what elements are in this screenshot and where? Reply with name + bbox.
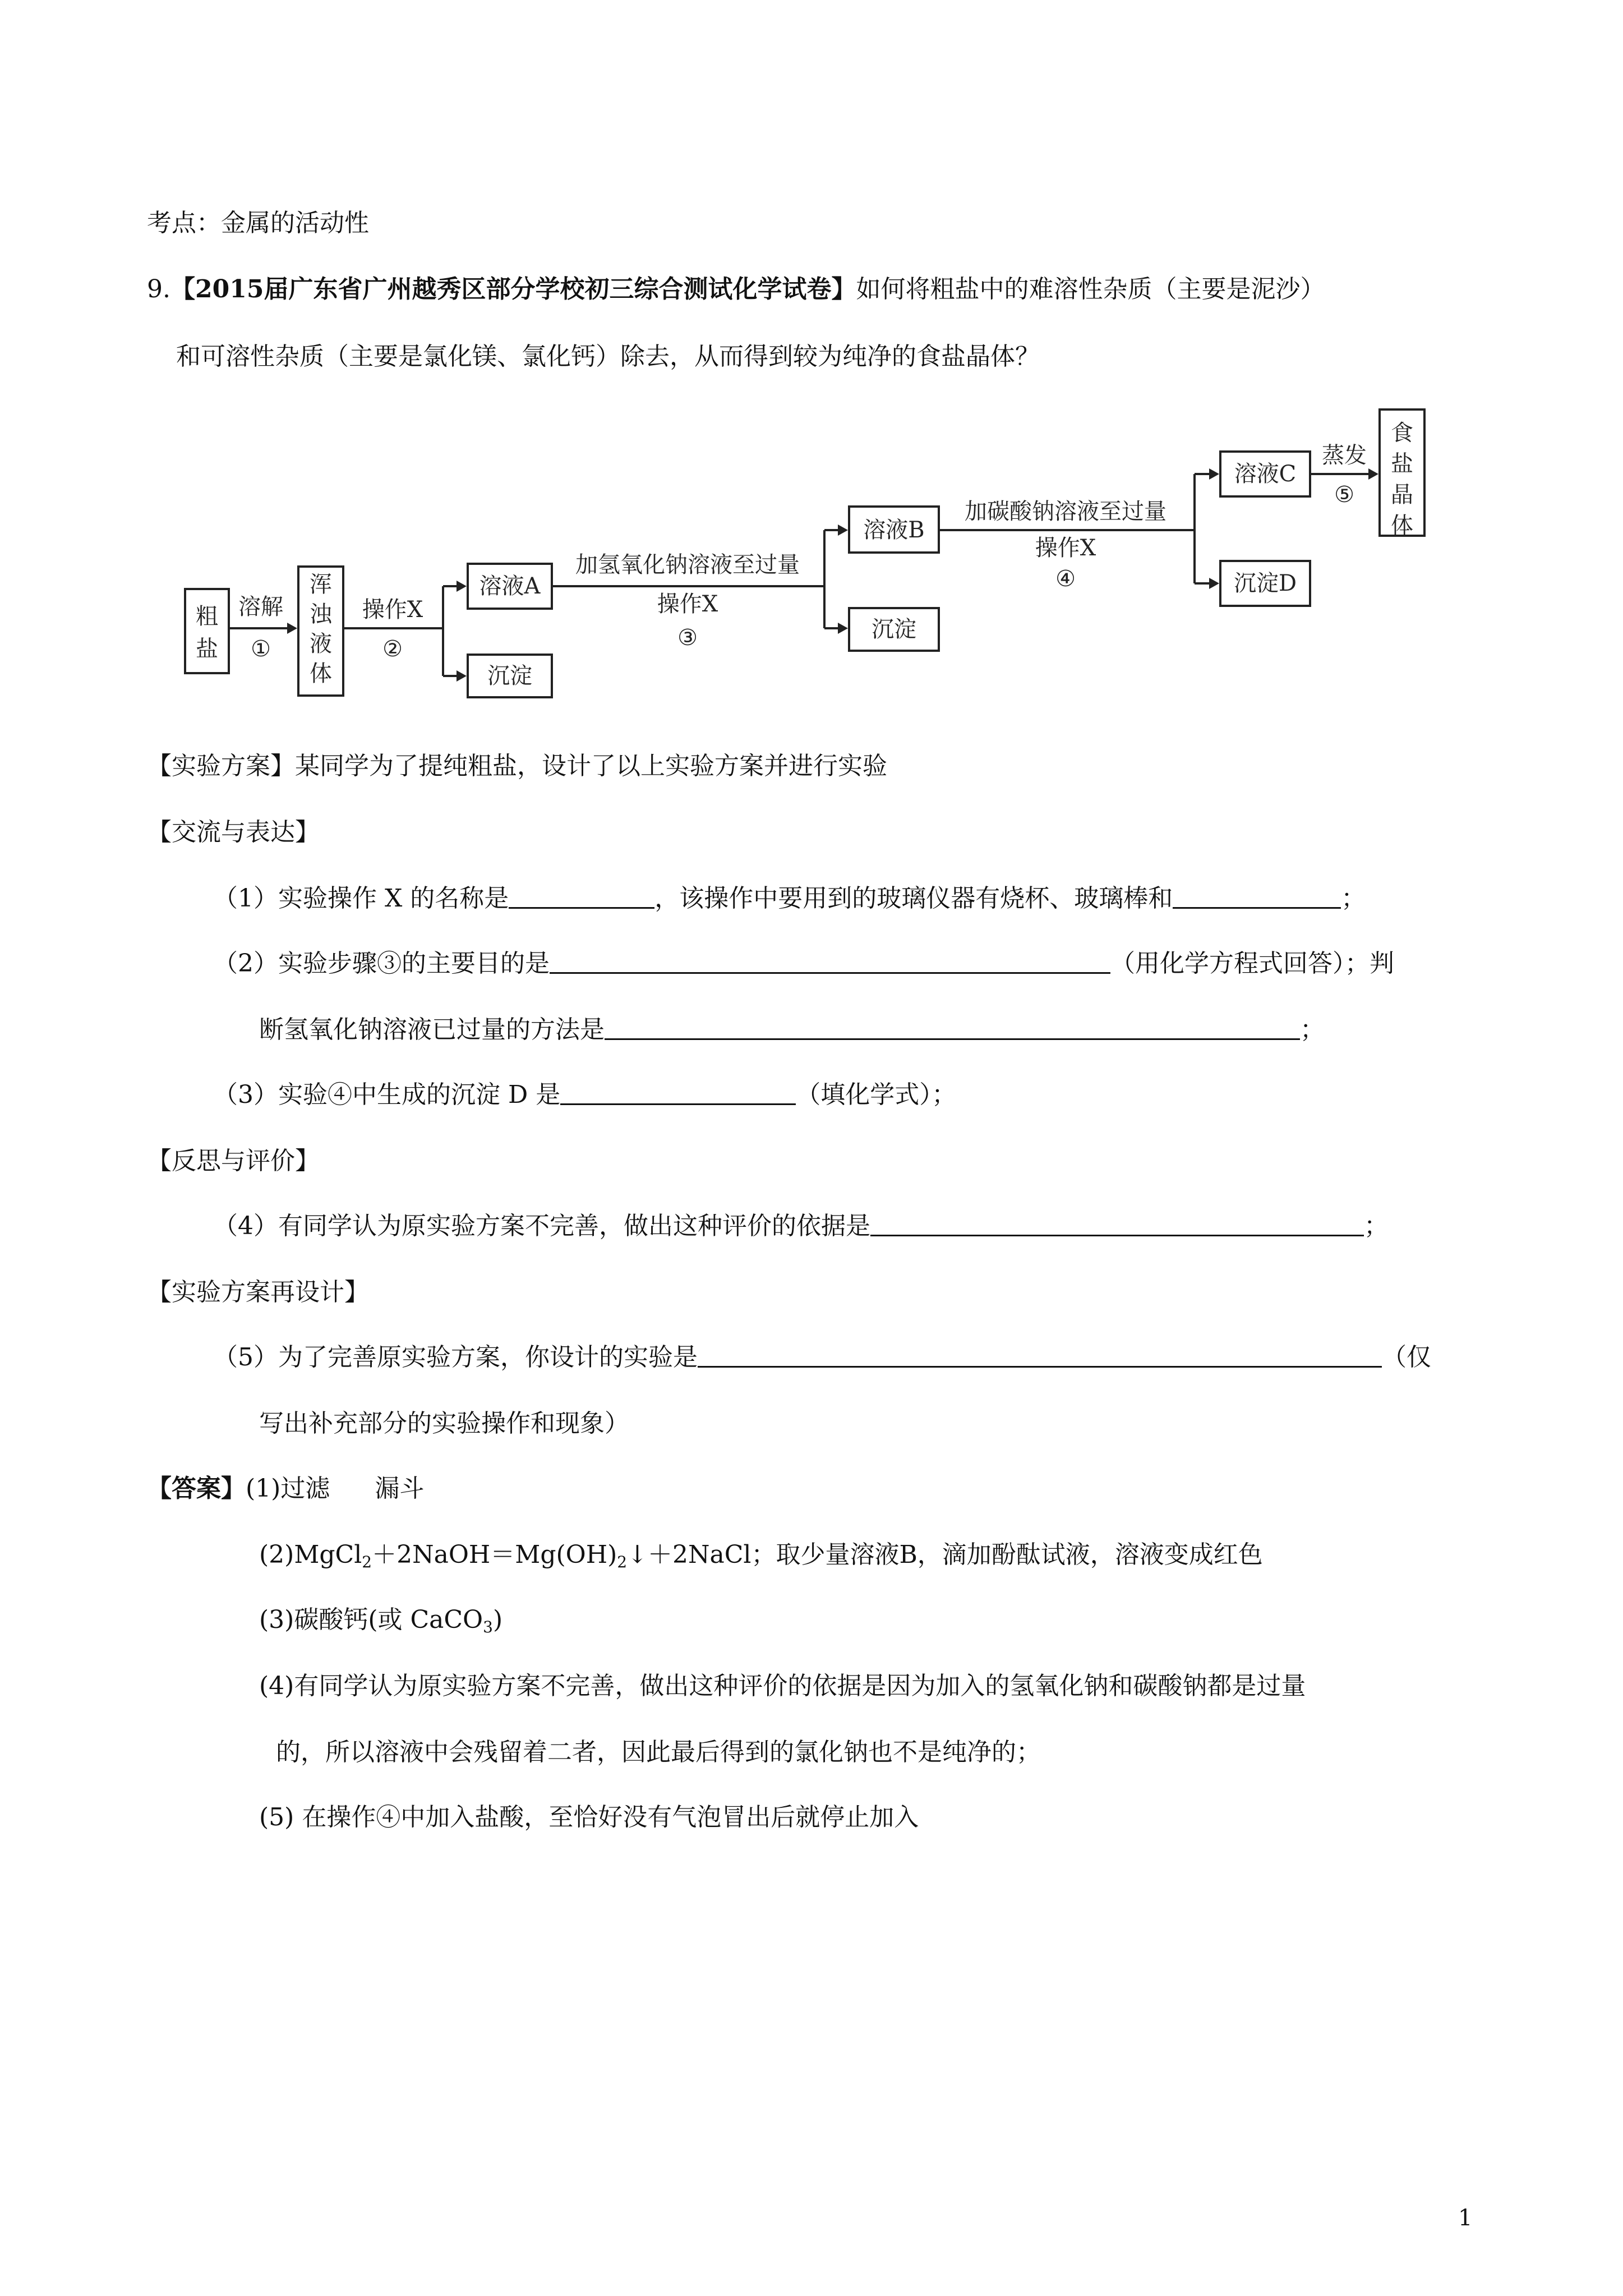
step5-label: ⑤: [1334, 482, 1354, 508]
box-turbid-liquid: [298, 567, 343, 696]
exchange-heading: 【交流与表达】: [147, 818, 320, 846]
box-solution-c: [1220, 452, 1310, 496]
question-1: [213, 884, 1366, 914]
answer-2-c: ↓＋2NaCl；取少量溶液B，滴加酚酞试液，溶液变成红色: [627, 1540, 1263, 1569]
answer-1: [147, 1474, 424, 1504]
question-3: [213, 1080, 956, 1110]
flowchart: [168, 393, 1514, 729]
q3-text-b: （填化学式）；: [796, 1080, 957, 1109]
question-5-line-2: 写出补充部分的实验操作和现象）: [259, 1409, 629, 1438]
q4-end: ；: [1364, 1212, 1389, 1240]
question-line-2: 和可溶性杂质（主要是氯化镁、氯化钙）除去，从而得到较为纯净的食盐晶体？: [176, 342, 1040, 371]
evaporate-label: 蒸发: [1322, 443, 1367, 468]
answer-3-sub: 3: [483, 1618, 493, 1636]
add-na2co3-label: 加碳酸钠溶液至过量: [965, 499, 1166, 524]
answer-1-b: 漏斗: [375, 1474, 425, 1503]
box-solution-b: [849, 507, 939, 553]
q3-blank[interactable]: [560, 1081, 796, 1105]
answer-3-a: (3)碳酸钙(或 CaCO: [259, 1605, 483, 1634]
kaodian-line: 考点：金属的活动性: [147, 209, 369, 237]
step3-label: ③: [677, 625, 698, 651]
answer-2-b: ＋2NaOH＝Mg(OH): [372, 1540, 617, 1569]
redesign-heading: 【实验方案再设计】: [147, 1278, 369, 1306]
question-number: 9.: [147, 275, 170, 303]
plan-line: 【实验方案】某同学为了提纯粗盐，设计了以上实验方案并进行实验: [147, 752, 887, 780]
question-4: [213, 1212, 1389, 1241]
step2-label: ②: [382, 636, 403, 662]
step1-label: ①: [251, 636, 271, 662]
solution-b-label: 溶液B: [863, 517, 925, 543]
box-precipitate-2: [849, 608, 939, 651]
answer-2-sub1: 2: [362, 1553, 372, 1571]
step4-label: ④: [1055, 566, 1076, 592]
q5-text-b: （仅: [1382, 1343, 1431, 1372]
q1-blank-2[interactable]: [1173, 885, 1341, 909]
box-salt-crystal: [1380, 409, 1424, 539]
answer-1-a: (1)过滤: [246, 1474, 330, 1503]
answer-4-line-1: (4)有同学认为原实验方案不完善，做出这种评价的依据是因为加入的氢氧化钠和碳酸钠都是过量: [259, 1672, 1306, 1700]
q5-text-a: （5）为了完善原实验方案，你设计的实验是: [213, 1343, 698, 1372]
operation-x-4-label: 操作X: [1035, 535, 1096, 561]
dissolve-label: 溶解: [238, 594, 283, 620]
crude-salt-label: 粗盐: [196, 604, 218, 662]
precipitate-2-label: 沉淀: [872, 616, 916, 642]
reflect-heading: 【反思与评价】: [147, 1147, 320, 1175]
box-precipitate-1: [468, 655, 552, 697]
answer-label: 【答案】: [147, 1474, 246, 1503]
question-source: 【2015届广东省广州越秀区部分学校初三综合测试化学试卷】: [170, 275, 856, 303]
q2-text-a: （2）实验步骤③的主要目的是: [213, 949, 550, 978]
question-stem-1: 如何将粗盐中的难溶性杂质（主要是泥沙）: [856, 275, 1325, 303]
box-solution-a: [468, 564, 552, 609]
q2-text-c: 断氢氧化钠溶液已过量的方法是: [259, 1015, 605, 1044]
solution-c-label: 溶液C: [1234, 461, 1297, 487]
salt-crystal-label: 食盐晶体: [1391, 420, 1413, 539]
page-number: 1: [1458, 2205, 1473, 2231]
q2-text-b: （用化学方程式回答）；判: [1110, 949, 1394, 978]
box-precipitate-d: [1220, 561, 1310, 606]
q3-text-a: （3）实验④中生成的沉淀 D 是: [213, 1080, 561, 1109]
q1-text-a: （1）实验操作 X 的名称是: [213, 884, 509, 913]
q1-blank-1[interactable]: [509, 885, 654, 909]
q2-blank-1[interactable]: [550, 950, 1110, 974]
answer-5: (5) 在操作④中加入盐酸，至恰好没有气泡冒出后就停止加入: [259, 1803, 919, 1832]
question-2-line-1: [213, 949, 1394, 979]
q1-end: ；: [1341, 884, 1366, 913]
q4-blank[interactable]: [870, 1212, 1364, 1236]
answer-4-line-2: 的，所以溶液中会残留着二者，因此最后得到的氯化钠也不是纯净的；: [276, 1738, 1041, 1766]
question-2-line-2: [259, 1015, 1325, 1045]
operation-x-3-label: 操作X: [657, 591, 718, 617]
answer-2: [259, 1540, 1263, 1570]
precipitate-d-label: 沉淀D: [1233, 570, 1297, 596]
q2-blank-2[interactable]: [605, 1016, 1300, 1040]
box-crude-salt: [185, 589, 229, 673]
turbid-liquid-label: 浑浊液体: [310, 572, 332, 687]
answer-3-b: ): [492, 1605, 503, 1634]
q1-text-b: ，该操作中要用到的玻璃仪器有烧杯、玻璃棒和: [654, 884, 1173, 913]
answer-2-a: (2)MgCl: [259, 1540, 362, 1569]
answer-3: [259, 1605, 502, 1635]
solution-a-label: 溶液A: [479, 573, 541, 599]
precipitate-1-label: 沉淀: [487, 663, 532, 689]
question-5-line-1: [213, 1343, 1431, 1373]
q5-blank[interactable]: [698, 1343, 1382, 1368]
answer-2-sub2: 2: [617, 1553, 628, 1571]
q4-text-a: （4）有同学认为原实验方案不完善，做出这种评价的依据是: [213, 1212, 870, 1240]
add-naoh-label: 加氢氧化钠溶液至过量: [575, 552, 800, 578]
q2-end: ；: [1300, 1015, 1325, 1044]
question-line-1: [147, 275, 1325, 305]
operation-x-2-label: 操作X: [362, 597, 423, 623]
